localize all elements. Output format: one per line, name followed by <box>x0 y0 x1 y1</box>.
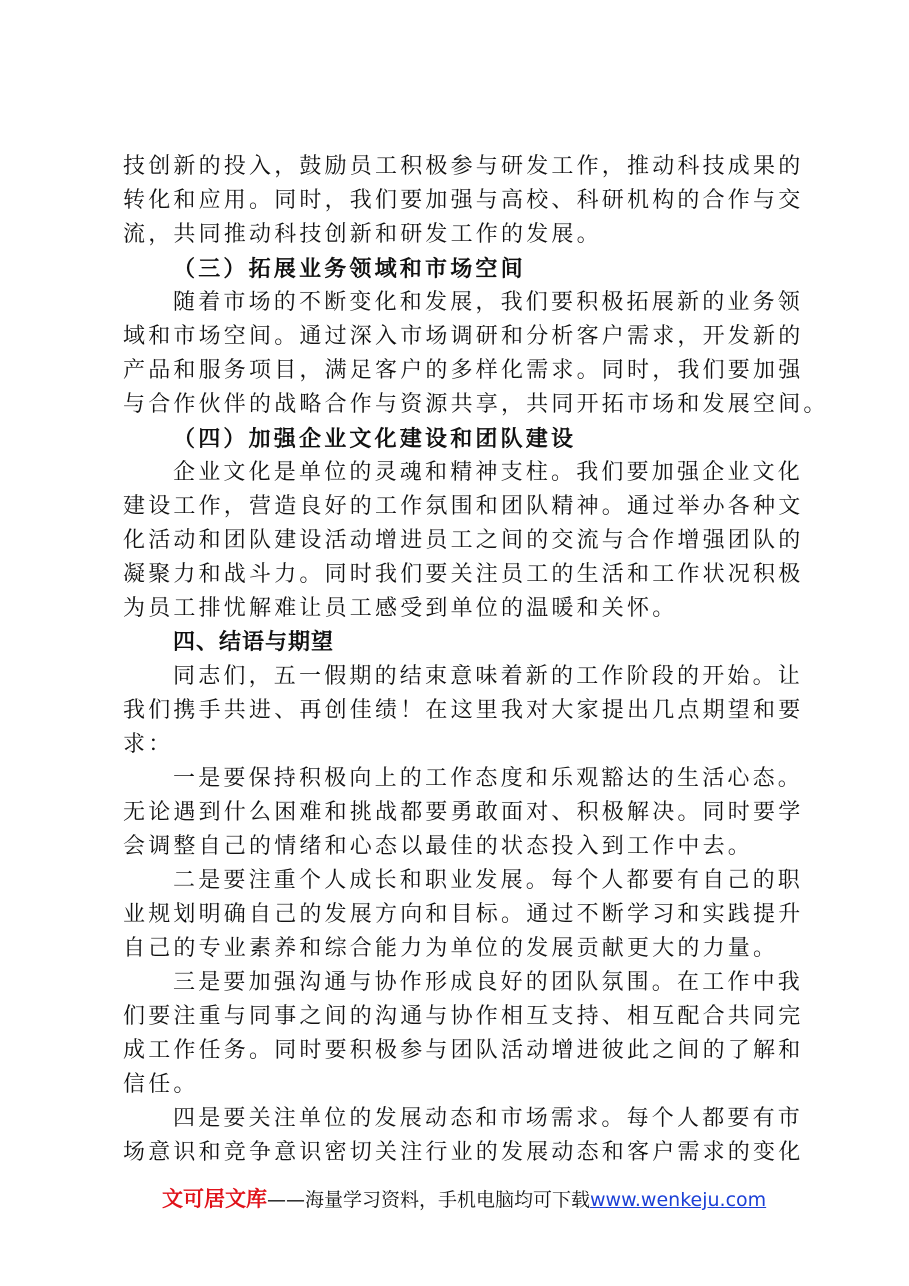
paragraph-first-line: 企业文化是单位的灵魂和精神支柱。我们要加强企业文化 <box>173 460 804 485</box>
body-line: 们要注重与同事之间的沟通与协作相互支持、相互配合共同完 <box>123 1004 804 1029</box>
footer-banner <box>162 1184 782 1214</box>
paragraph-first-line: 一是要保持积极向上的工作态度和乐观豁达的生活心态。 <box>173 766 804 791</box>
paragraph-first-line: 四是要关注单位的发展动态和市场需求。每个人都要有市 <box>173 1106 804 1131</box>
body-line: 凝聚力和战斗力。同时我们要关注员工的生活和工作状况积极 <box>123 562 804 587</box>
body-line: 技创新的投入，鼓励员工积极参与研发工作，推动科技成果的 <box>123 154 804 179</box>
body-line: 场意识和竞争意识密切关注行业的发展动态和客户需求的变化 <box>123 1140 804 1165</box>
subsection-heading-3: （三）拓展业务领域和市场空间 <box>173 256 526 282</box>
body-line: 信任。 <box>123 1072 199 1097</box>
footer-website-link[interactable]: www.wenkeju.com <box>590 1189 767 1211</box>
body-line: 自己的专业素养和综合能力为单位的发展贡献更大的力量。 <box>123 936 779 961</box>
paragraph-first-line: 三是要加强沟通与协作形成良好的团队氛围。在工作中我 <box>173 970 804 995</box>
body-line: 转化和应用。同时，我们要加强与高校、科研机构的合作与交 <box>123 188 804 213</box>
document-body <box>123 150 829 1170</box>
body-line: 建设工作，营造良好的工作氛围和团队精神。通过举办各种文 <box>123 494 804 519</box>
body-line: 求： <box>123 732 174 757</box>
subsection-heading-4: （四）加强企业文化建设和团队建设 <box>173 426 577 452</box>
paragraph-first-line: 随着市场的不断变化和发展，我们要积极拓展新的业务领 <box>173 290 804 315</box>
section-heading: 四、结语与期望 <box>173 630 335 655</box>
body-line: 会调整自己的情绪和心态以最佳的状态投入到工作中去。 <box>123 834 754 859</box>
body-line: 与合作伙伴的战略合作与资源共享，共同开拓市场和发展空间。 <box>123 392 829 417</box>
body-line: 无论遇到什么困难和挑战都要勇敢面对、积极解决。同时要学 <box>123 800 804 825</box>
footer-brand: 文可居文库 <box>162 1187 267 1211</box>
body-line: 化活动和团队建设活动增进员工之间的交流与合作增强团队的 <box>123 528 804 553</box>
body-line: 产品和服务项目，满足客户的多样化需求。同时，我们要加强 <box>123 358 804 383</box>
body-line: 业规划明确自己的发展方向和目标。通过不断学习和实践提升 <box>123 902 804 927</box>
body-line: 为员工排忧解难让员工感受到单位的温暖和关怀。 <box>123 596 678 621</box>
body-line: 成工作任务。同时要积极参与团队活动增进彼此之间的了解和 <box>123 1038 804 1063</box>
footer-tagline: ——海量学习资料，手机电脑均可下载 <box>267 1189 591 1211</box>
body-line: 我们携手共进、再创佳绩！在这里我对大家提出几点期望和要 <box>123 698 804 723</box>
paragraph-first-line: 同志们，五一假期的结束意味着新的工作阶段的开始。让 <box>173 664 804 689</box>
paragraph-first-line: 二是要注重个人成长和职业发展。每个人都要有自己的职 <box>173 868 804 893</box>
body-line: 域和市场空间。通过深入市场调研和分析客户需求，开发新的 <box>123 324 804 349</box>
body-line: 流，共同推动科技创新和研发工作的发展。 <box>123 222 602 247</box>
